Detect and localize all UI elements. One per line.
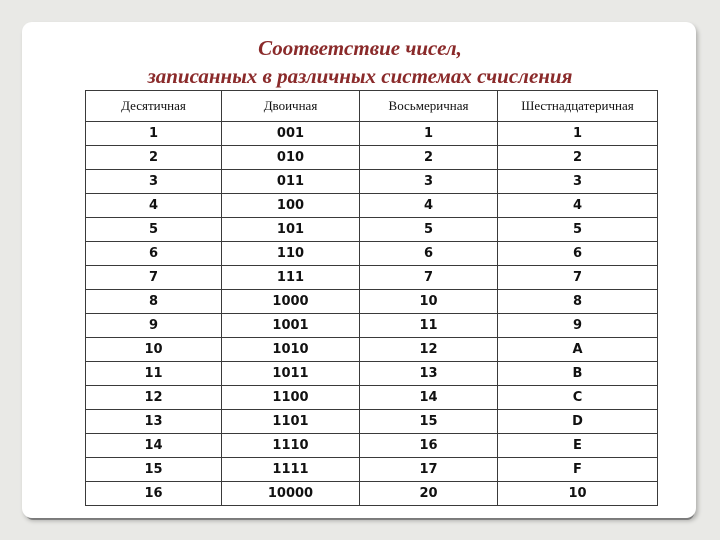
cell-binary: 10000: [222, 482, 360, 506]
header-binary: Двоичная: [222, 91, 360, 122]
cell-octal: 14: [360, 386, 498, 410]
table-row: [86, 122, 658, 146]
cell-octal: 7: [360, 266, 498, 290]
table-row: [86, 362, 658, 386]
cell-decimal: 3: [86, 170, 222, 194]
cell-hexadecimal: 7: [498, 266, 658, 290]
cell-octal: 16: [360, 434, 498, 458]
cell-hexadecimal: 10: [498, 482, 658, 506]
cell-hexadecimal: E: [498, 434, 658, 458]
cell-hexadecimal: 9: [498, 314, 658, 338]
cell-decimal: 6: [86, 242, 222, 266]
cell-octal: 10: [360, 290, 498, 314]
cell-hexadecimal: A: [498, 338, 658, 362]
cell-octal: 5: [360, 218, 498, 242]
cell-hexadecimal: F: [498, 458, 658, 482]
cell-binary: 101: [222, 218, 360, 242]
cell-binary: 1000: [222, 290, 360, 314]
cell-decimal: 15: [86, 458, 222, 482]
table-row: [86, 218, 658, 242]
cell-decimal: 2: [86, 146, 222, 170]
table-row: [86, 434, 658, 458]
cell-octal: 12: [360, 338, 498, 362]
cell-binary: 1001: [222, 314, 360, 338]
header-octal: Восьмеричная: [360, 91, 498, 122]
cell-octal: 1: [360, 122, 498, 146]
cell-binary: 110: [222, 242, 360, 266]
cell-octal: 17: [360, 458, 498, 482]
cell-binary: 1011: [222, 362, 360, 386]
table-header-row: [86, 91, 658, 122]
cell-hexadecimal: D: [498, 410, 658, 434]
cell-octal: 11: [360, 314, 498, 338]
cell-binary: 1010: [222, 338, 360, 362]
table-row: [86, 146, 658, 170]
cell-binary: 011: [222, 170, 360, 194]
table-row: [86, 314, 658, 338]
cell-octal: 3: [360, 170, 498, 194]
cell-binary: 1101: [222, 410, 360, 434]
table-row: [86, 170, 658, 194]
cell-decimal: 8: [86, 290, 222, 314]
cell-hexadecimal: B: [498, 362, 658, 386]
table-row: [86, 482, 658, 506]
table-row: [86, 242, 658, 266]
cell-hexadecimal: 2: [498, 146, 658, 170]
cell-binary: 1100: [222, 386, 360, 410]
header-decimal: Десятичная: [86, 91, 222, 122]
cell-hexadecimal: C: [498, 386, 658, 410]
number-systems-table: [85, 90, 658, 506]
cell-decimal: 10: [86, 338, 222, 362]
cell-decimal: 9: [86, 314, 222, 338]
table-row: [86, 194, 658, 218]
cell-decimal: 12: [86, 386, 222, 410]
cell-hexadecimal: 5: [498, 218, 658, 242]
cell-octal: 15: [360, 410, 498, 434]
table-row: [86, 290, 658, 314]
table-body: [86, 122, 658, 506]
cell-decimal: 13: [86, 410, 222, 434]
cell-decimal: 14: [86, 434, 222, 458]
cell-octal: 6: [360, 242, 498, 266]
cell-hexadecimal: 1: [498, 122, 658, 146]
table-row: [86, 458, 658, 482]
cell-hexadecimal: 8: [498, 290, 658, 314]
cell-binary: 1110: [222, 434, 360, 458]
cell-binary: 1111: [222, 458, 360, 482]
header-hexadecimal: Шестнадцатеричная: [498, 91, 658, 122]
cell-decimal: 4: [86, 194, 222, 218]
cell-octal: 4: [360, 194, 498, 218]
cell-octal: 20: [360, 482, 498, 506]
cell-hexadecimal: 6: [498, 242, 658, 266]
cell-binary: 100: [222, 194, 360, 218]
table-row: [86, 410, 658, 434]
cell-hexadecimal: 3: [498, 170, 658, 194]
cell-decimal: 16: [86, 482, 222, 506]
cell-hexadecimal: 4: [498, 194, 658, 218]
cell-binary: 001: [222, 122, 360, 146]
cell-decimal: 11: [86, 362, 222, 386]
title-line-2: записанных в различных системах счисления: [147, 64, 573, 88]
cell-binary: 010: [222, 146, 360, 170]
cell-decimal: 1: [86, 122, 222, 146]
title-line-1: Соответствие чисел,: [258, 36, 462, 60]
cell-octal: 2: [360, 146, 498, 170]
cell-binary: 111: [222, 266, 360, 290]
table-row: [86, 266, 658, 290]
cell-decimal: 7: [86, 266, 222, 290]
table-row: [86, 338, 658, 362]
table-row: [86, 386, 658, 410]
cell-octal: 13: [360, 362, 498, 386]
cell-decimal: 5: [86, 218, 222, 242]
